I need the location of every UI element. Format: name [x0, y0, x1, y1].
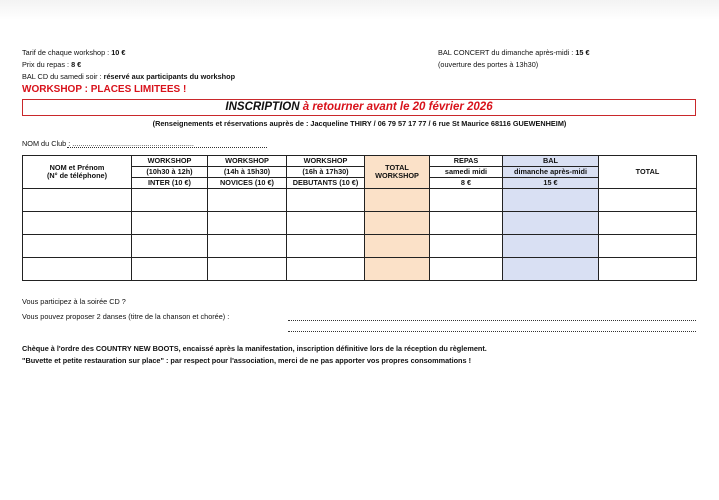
cell-name[interactable]: [23, 258, 132, 281]
header-bal: BAL: [503, 156, 599, 167]
table-row: [23, 189, 697, 212]
header-name-phone: NOM et Prénom (N° de téléphone): [23, 156, 132, 189]
cell-total[interactable]: [599, 212, 697, 235]
deadline-text: à retourner avant le 20 février 2026: [302, 101, 493, 113]
cell-bal[interactable]: [503, 235, 599, 258]
cell-workshop-1[interactable]: [132, 235, 208, 258]
doors-opening-line: (ouverture des portes à 13h30): [438, 60, 539, 69]
cell-total[interactable]: [599, 189, 697, 212]
cell-total-workshop[interactable]: [365, 258, 430, 281]
cell-name[interactable]: [23, 189, 132, 212]
contact-line: (Renseignements et réservations auprès de : Jacqueline THIRY / 06 79 57 17 77 / 6 rue St Maurice 68116 GUEWENHEIM): [152, 119, 567, 128]
cell-total[interactable]: [599, 235, 697, 258]
workshop-price-line: Tarif de chaque workshop : 10 €: [22, 48, 126, 57]
club-label: NOM du Club : ............................................................: [22, 139, 194, 148]
cell-total-workshop[interactable]: [365, 212, 430, 235]
table-row: [23, 212, 697, 235]
cell-workshop-1[interactable]: [132, 258, 208, 281]
workshop-3-time: (16h à 17h30): [287, 167, 365, 178]
header-workshop-1: WORKSHOP: [132, 156, 208, 167]
cell-repas[interactable]: [430, 189, 503, 212]
header-workshop-3: WORKSHOP: [287, 156, 365, 167]
cell-workshop-1[interactable]: [132, 189, 208, 212]
cheque-note: Chèque à l'ordre des COUNTRY NEW BOOTS, encaissé après la manifestation, inscription définitive lors de la réception du règlement.: [22, 344, 487, 353]
bal-when: dimanche après-midi: [503, 167, 599, 178]
cell-workshop-3[interactable]: [287, 212, 365, 235]
cell-workshop-3[interactable]: [287, 235, 365, 258]
table-row: [23, 258, 697, 281]
cell-workshop-3[interactable]: [287, 258, 365, 281]
inscription-label: INSCRIPTION: [225, 101, 300, 113]
workshop-1-level: INTER (10 €): [132, 178, 208, 189]
bal-cd-line: BAL CD du samedi soir : réservé aux participants du workshop: [22, 72, 236, 81]
cell-total-workshop[interactable]: [365, 235, 430, 258]
workshop-1-time: (10h30 à 12h): [132, 167, 208, 178]
registration-table: [22, 155, 697, 281]
cell-bal[interactable]: [503, 212, 599, 235]
cell-name[interactable]: [23, 212, 132, 235]
cell-workshop-1[interactable]: [132, 212, 208, 235]
cell-workshop-2[interactable]: [208, 189, 287, 212]
cell-workshop-3[interactable]: [287, 189, 365, 212]
cell-repas[interactable]: [430, 212, 503, 235]
workshop-3-level: DEBUTANTS (10 €): [287, 178, 365, 189]
dance-input-line-2[interactable]: [288, 331, 696, 332]
cd-evening-question: Vous participez à la soirée CD ?: [22, 297, 126, 306]
header-workshop-2: WORKSHOP: [208, 156, 287, 167]
cell-repas[interactable]: [430, 258, 503, 281]
bal-concert-line: BAL CONCERT du dimanche après-midi : 15 €: [438, 48, 590, 57]
repas-price: 8 €: [430, 178, 503, 189]
table-row: [23, 235, 697, 258]
buvette-note: "Buvette et petite restauration sur place" : par respect pour l'association, merci de ne pas apporter vos propres consommations !: [22, 356, 472, 365]
scan-background: [0, 0, 719, 20]
meal-price-line: Prix du repas : 8 €: [22, 60, 82, 69]
places-limited-heading: WORKSHOP : PLACES LIMITEES !: [22, 84, 187, 95]
workshop-2-level: NOVICES (10 €): [208, 178, 287, 189]
header-total-workshop: TOTAL WORKSHOP: [365, 156, 430, 189]
header-repas: REPAS: [430, 156, 503, 167]
cell-bal[interactable]: [503, 189, 599, 212]
cell-workshop-2[interactable]: [208, 235, 287, 258]
workshop-2-time: (14h à 15h30): [208, 167, 287, 178]
cell-total-workshop[interactable]: [365, 189, 430, 212]
cell-repas[interactable]: [430, 235, 503, 258]
cell-name[interactable]: [23, 235, 132, 258]
cell-workshop-2[interactable]: [208, 212, 287, 235]
cell-total[interactable]: [599, 258, 697, 281]
cell-workshop-2[interactable]: [208, 258, 287, 281]
dances-question: Vous pouvez proposer 2 danses (titre de la chanson et chorée) :: [22, 312, 230, 321]
dance-input-line-1[interactable]: [288, 320, 696, 321]
cell-bal[interactable]: [503, 258, 599, 281]
inscription-title-box: [22, 99, 696, 116]
club-input-line[interactable]: [67, 147, 267, 148]
repas-when: samedi midi: [430, 167, 503, 178]
bal-price: 15 €: [503, 178, 599, 189]
header-total: TOTAL: [599, 156, 697, 189]
